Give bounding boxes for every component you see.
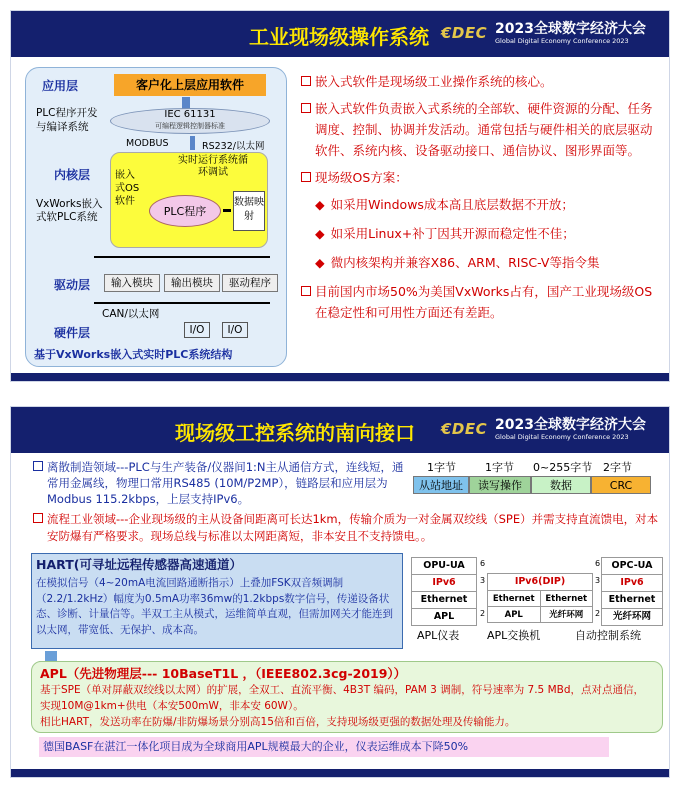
- hart-body: 在模拟信号（4~20mA电流回路通断指示）上叠加FSK双音频调制（2.2/1.2kHz）幅度为0.5mA功率36mw的1.2kbps数字信号，传递设备状态、诊断、计量信等。半双工主从模式，运维简单直观，但需加网关才能连到以太网，带宽低、无保护、成本高。: [36, 577, 393, 636]
- square-bullet-icon: [301, 172, 311, 182]
- bullet-item: [301, 98, 659, 161]
- layer-hw-label: 硬件层: [54, 326, 91, 340]
- kernel-box: [110, 152, 268, 248]
- realtime-label: 实时运行系统循环调试: [178, 155, 248, 178]
- rs232-label: RS232/以太网: [202, 141, 265, 152]
- stack-label: APL交换机: [487, 629, 541, 642]
- bus-line: [94, 256, 270, 258]
- io-box-1: I/O: [184, 322, 210, 338]
- stack-layer-num: 3: [595, 576, 601, 585]
- stack-layer-num: 2: [480, 609, 486, 618]
- stack-label: APL仪表: [417, 629, 460, 642]
- bullet-text: 嵌入式软件是现场级工业操作系统的核心。: [315, 74, 553, 89]
- layer-driver-label: 驱动层: [54, 278, 91, 292]
- hart-title: HART(可寻址远程传感器高速通道）: [36, 557, 242, 572]
- diamond-bullet-icon: ◆: [315, 197, 325, 212]
- gdec-logo-icon: €DEC: [441, 420, 488, 438]
- apl-body: 基于SPE（单对屏蔽双绞线以太网）的扩展，全双工、直流平衡、4B3T 编码，PAM 3 调制，符号速率为 7.5 MBd，点对点通信，实现10M@1km+供电（本安500mW，非本安 60W）。: [40, 684, 645, 712]
- bullet-text: 离散制造领域---PLC与生产装备/仪器间1:N主从通信方式，连线短，通常用金属线，物理口常用RS485 (10M/P2MP），链路层和应用层为 Modbus 115.2kbps，上层支持IPv6。: [47, 460, 404, 506]
- bullet-text: 嵌入式软件负责嵌入式系统的全部软、硬件资源的分配、任务调度、控制、协调并发活动。通常包括与硬件相关的底层驱动软件、系统内核、设备驱动接口、通信协议、图形界面等。: [315, 101, 653, 158]
- app-software-box: 客户化上层应用软件: [114, 74, 266, 96]
- arrow-down-icon: [45, 651, 57, 661]
- logo-title: 2023全球数字经济大会: [495, 417, 646, 433]
- plc-architecture-diagram: [25, 67, 287, 367]
- bullet-text: 流程工业领域---企业现场级的主从设备间距离可长达1km，传输介质为一对金属双绞线（SPE）并需支持直流馈电，对本安防爆有严格要求。现场总线与标准以太网距离短，非本安且不支持馈电。。: [47, 512, 659, 543]
- sub-bullet-item: [301, 252, 659, 273]
- square-bullet-icon: [301, 286, 311, 296]
- slide-header: [11, 407, 669, 453]
- frame-size: 0~255字节: [533, 461, 593, 474]
- diagram-caption: 基于VxWorks嵌入式实时PLC系统结构: [34, 348, 233, 361]
- stack-column-control: [601, 557, 663, 626]
- stack-column-apl-switch: [487, 573, 593, 623]
- slide-header: [11, 11, 669, 57]
- slide-footer-bar: [11, 373, 669, 381]
- layer-app-label: 应用层: [42, 79, 79, 93]
- square-bullet-icon: [33, 461, 43, 471]
- conference-logo: [441, 411, 663, 449]
- stack-label: 自动控制系统: [575, 629, 641, 642]
- layer-kernel-label: 内核层: [54, 168, 91, 182]
- stack-row: [487, 591, 593, 607]
- diamond-bullet-icon: ◆: [315, 226, 325, 241]
- plc-dev-label: PLC程序开发与编译系统: [36, 107, 98, 133]
- hart-box: [31, 553, 403, 649]
- apl-title: APL（先进物理层--- 10BaseT1L ，（IEEE802.3cg-2019））: [40, 666, 407, 681]
- bullet-text: 目前国内市场50%为美国VxWorks占有，国产工业现场级OS在稳定性和可用性方面还有差距。: [315, 284, 653, 320]
- data-mapping-box: 数据映射: [233, 191, 265, 231]
- modbus-label: MODBUS: [126, 138, 169, 149]
- discrete-bullet: [33, 459, 409, 507]
- gdec-logo-icon: €DEC: [441, 24, 488, 42]
- logo-subtitle: Global Digital Economy Conference 2023: [495, 433, 629, 441]
- can-label: CAN/以太网: [102, 308, 160, 320]
- slide-footer-bar: [11, 769, 669, 777]
- frame-field: 数据: [531, 476, 591, 494]
- stack-cell: OPU-UA: [411, 557, 477, 575]
- frame-size: 2字节: [603, 461, 632, 474]
- iec-subtitle: 可编程逻辑控制器标准: [155, 122, 225, 130]
- square-bullet-icon: [301, 103, 311, 113]
- sub-bullet-text: 如采用Linux+补丁因其开源而稳定性不佳；: [330, 226, 575, 241]
- stack-column-apl-device: [411, 557, 477, 626]
- slide-title: 工业现场级操作系统: [249, 25, 429, 49]
- slide-field-os: [10, 10, 670, 382]
- modbus-frame: [413, 459, 659, 497]
- stack-cell: 光纤环网: [601, 609, 663, 626]
- embedded-os-label: 嵌入式OS软件: [115, 170, 140, 207]
- logo-subtitle: Global Digital Economy Conference 2023: [495, 37, 629, 45]
- frame-field: 读写操作: [469, 476, 531, 494]
- stack-cell: IPv6: [411, 575, 477, 592]
- bus-line-2: [94, 302, 270, 304]
- iec-standard-box: [110, 108, 270, 134]
- bullet-item: [301, 167, 659, 188]
- stack-cell: Ethernet: [487, 591, 541, 607]
- io-box-2: I/O: [222, 322, 248, 338]
- protocol-stack: [411, 557, 663, 653]
- stack-cell: Ethernet: [411, 592, 477, 609]
- output-module-box: 输出模块: [164, 274, 220, 292]
- frame-field: CRC: [591, 476, 651, 494]
- stack-layer-num: 6: [595, 559, 601, 568]
- sub-bullet-item: [301, 194, 659, 215]
- apl-body-2: 相比HART，发送功率在防爆/非防爆场景分别高15倍和百倍，支持现场级更强的数据处理及传输能力。: [40, 716, 516, 728]
- stack-cell: 光纤环网: [541, 607, 594, 623]
- frame-size: 1字节: [427, 461, 456, 474]
- stack-row: [487, 607, 593, 623]
- driver-program-box: 驱动程序: [222, 274, 278, 292]
- bullet-item: [301, 71, 659, 92]
- bullet-list: [301, 71, 659, 323]
- square-bullet-icon: [33, 513, 43, 523]
- stack-cell: IPv6(DIP): [487, 573, 593, 591]
- sub-bullet-item: [301, 223, 659, 244]
- stack-layer-num: 6: [480, 559, 486, 568]
- apl-box: [31, 661, 663, 733]
- bullet-item: [301, 281, 659, 323]
- process-bullet: [33, 511, 661, 545]
- sub-bullet-text: 微内核架构并兼容X86、ARM、RISC-V等指令集: [330, 255, 600, 270]
- vxworks-label: VxWorks嵌入式软PLC系统: [36, 198, 103, 223]
- stack-cell: Ethernet: [601, 592, 663, 609]
- square-bullet-icon: [301, 76, 311, 86]
- bullet-text: 现场级OS方案：: [315, 170, 408, 185]
- input-module-box: 输入模块: [104, 274, 160, 292]
- stack-layer-num: 2: [595, 609, 601, 618]
- iec-title: IEC 61131: [164, 109, 216, 120]
- slide-title: 现场级工控系统的南向接口: [175, 421, 415, 445]
- stack-cell: APL: [411, 609, 477, 626]
- conference-logo: [441, 15, 663, 53]
- arrow-right-icon: [223, 209, 231, 212]
- sub-bullet-text: 如采用Windows成本高且底层数据不开放；: [330, 197, 574, 212]
- frame-size: 1字节: [485, 461, 514, 474]
- slide-southbound-interface: [10, 406, 670, 778]
- stack-cell: Ethernet: [541, 591, 594, 607]
- basf-note: 德国BASF在湛江一体化项目成为全球商用APL规模最大的企业，仪表运维成本下降50%: [39, 737, 609, 757]
- diamond-bullet-icon: ◆: [315, 255, 325, 270]
- frame-field: 从站地址: [413, 476, 469, 494]
- stack-layer-num: 3: [480, 576, 486, 585]
- plc-program-box: PLC程序: [149, 195, 221, 227]
- stack-cell: OPC-UA: [601, 557, 663, 575]
- stack-cell: APL: [487, 607, 541, 623]
- stack-cell: IPv6: [601, 575, 663, 592]
- arrow-updown-icon: [190, 136, 195, 150]
- logo-title: 2023全球数字经济大会: [495, 21, 646, 37]
